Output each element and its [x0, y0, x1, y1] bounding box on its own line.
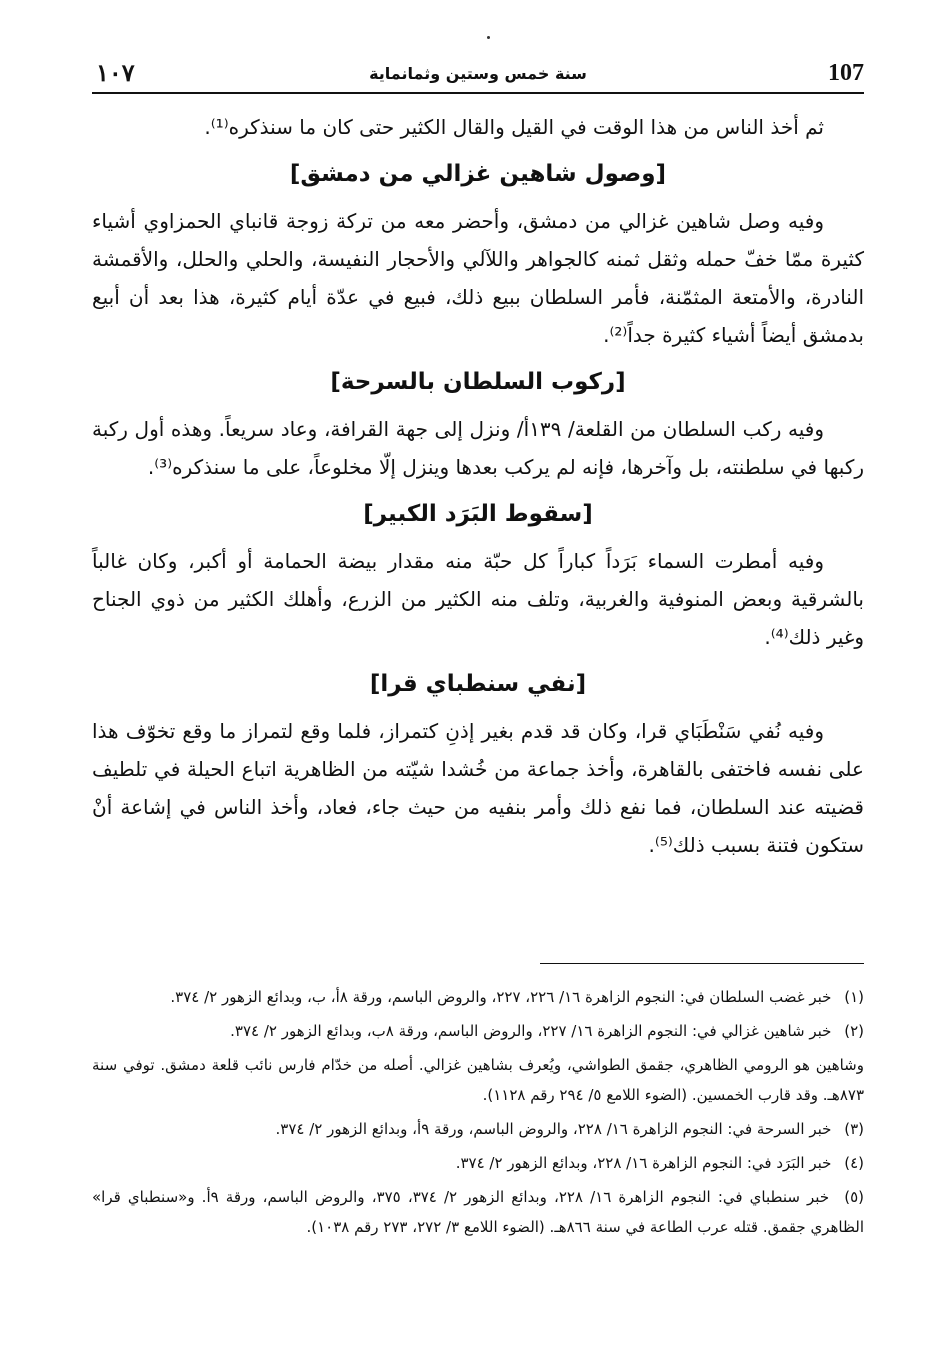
section-heading-shahin: [وصول شاهين غزالي من دمشق] — [289, 161, 667, 187]
footnote-text: خبر البَرَد في: النجوم الزاهرة ١٦/ ٢٢٨، وبدائع الزهور ٢/ ٣٧٤. — [455, 1154, 832, 1172]
footnote-number: (٣) — [844, 1120, 864, 1138]
footnote-number: (٢) — [844, 1022, 864, 1040]
running-title: سنة خمس وستين وثمانماية — [369, 64, 587, 83]
footnote-text: خبر سنطباي في: النجوم الزاهرة ١٦/ ٢٢٨، وبدائع الزهور ٢/ ٣٧٤، ٣٧٥، والروض الباسم، ورقة ٩أ. و«سنطباي قرا» الظاهري جقمق. قتله عرب الطاعة في سنة ٨٦٦هـ. (الضوء اللامع ٣/ ٢٧٢، ٢٧٣ رقم ١٠٣٨). — [92, 1188, 864, 1236]
page-header — [92, 52, 864, 94]
footnote-5 — [92, 1182, 864, 1242]
paragraph-shahin: وفيه وصل شاهين غزالي من دمشق، وأحضر معه من تركة زوجة قانباي الحمزاوي أشياء كثيرة ممّا خفّ حمله وثقل ثمنه كالجواهر واللآلي والأحجار النفيسة، والحلي والحلل، والأقمشة النادرة، والأمتعة المثمّنة، فأمر السلطان ببيع ذلك، فبيع في عدّة أيام كثيرة، هذا بعد أن أبيع بدمشق أيضاً أشياء كثيرة جداً⁽²⁾. — [92, 209, 864, 347]
section-heading-exile: [نفي سنطباي قرا] — [369, 671, 587, 697]
footnote-number: (٤) — [844, 1154, 864, 1172]
footnote-2-continuation: وشاهين هو الرومي الظاهري، جقمق الطواشي، ويُعرف بشاهين غزالي. أصله من خدّام فارس نائب قلعة دمشق. توفي سنة ٨٧٣هـ. وقد قارب الخمسين. (الضوء اللامع ٥/ ٢٩٤ رقم ١١٢٨). — [92, 1056, 864, 1104]
footnote-4 — [92, 1148, 864, 1178]
section-heading-sultan-ride: [ركوب السلطان بالسرحة] — [330, 369, 626, 395]
paragraph-intro: ثم أخذ الناس من هذا الوقت في القيل والقال الكثير حتى كان ما سنذكره⁽¹⁾. — [204, 115, 824, 139]
footnote-3 — [92, 1114, 864, 1144]
footnotes — [92, 982, 864, 1246]
section-heading-hail: [سقوط البَرَد الكبير] — [363, 501, 593, 527]
print-speck — [487, 36, 490, 39]
page-number-arabic: ١٠٧ — [96, 58, 135, 87]
footnote-2 — [92, 1016, 864, 1046]
page-number-latin: 107 — [828, 60, 864, 86]
footnote-text: خبر غضب السلطان في: النجوم الزاهرة ١٦/ ٢٢٦، ٢٢٧، والروض الباسم، ورقة ٨أ، ب، وبدائع الزهور ٢/ ٣٧٤. — [170, 988, 832, 1006]
footnote-number: (١) — [844, 988, 864, 1006]
paragraph-exile: وفيه نُفي سَنْطَبَاي قرا، وكان قد قدم بغير إذنِ كتمراز، فلما وقع لتمراز ما وقع تخوّف هذا على نفسه فاختفى بالقاهرة، وأخذ جماعة من خُشدا شيّته من الظاهرية اتباع الحيلة في تلطيف قضيته عند السلطان، فما نفع ذلك وأمر بنفيه من حيث جاء، فعاد، وأخذ الناس في إشاعة أنْ ستكون فتنة بسبب ذلك⁽⁵⁾. — [92, 719, 864, 857]
footnote-text: خبر شاهين غزالي في: النجوم الزاهرة ١٦/ ٢٢٧، والروض الباسم، ورقة ٨ب، وبدائع الزهور ٢/ ٣٧٤. — [230, 1022, 832, 1040]
footnote-number: (٥) — [844, 1188, 865, 1206]
paragraph-sultan-ride: وفيه ركب السلطان من القلعة/ ١٣٩أ/ ونزل إلى جهة القرافة، وعاد سريعاً. وهذه أول ركبة ركبها في سلطنته، بل وآخرها، فإنه لم يركب بعدها وينزل إلّا مخلوعاً، على ما سنذكره⁽³⁾. — [92, 417, 864, 479]
main-text — [92, 108, 864, 864]
paragraph-hail: وفيه أمطرت السماء بَرَداً كباراً كل حبّة منه مقدار بيضة الحمامة أو أكبر، وكان غالباً بالشرقية وبعض المنوفية والغربية، وتلف منه الكثير من الزرع، وأهلك الكثير من ذوي الجناح وغير ذلك⁽⁴⁾. — [92, 549, 864, 649]
footnote-separator — [540, 963, 864, 964]
footnote-1 — [92, 982, 864, 1012]
footnote-text: خبر السرحة في: النجوم الزاهرة ١٦/ ٢٢٨، والروض الباسم، ورقة ٩أ، وبدائع الزهور ٢/ ٣٧٤. — [275, 1120, 832, 1138]
